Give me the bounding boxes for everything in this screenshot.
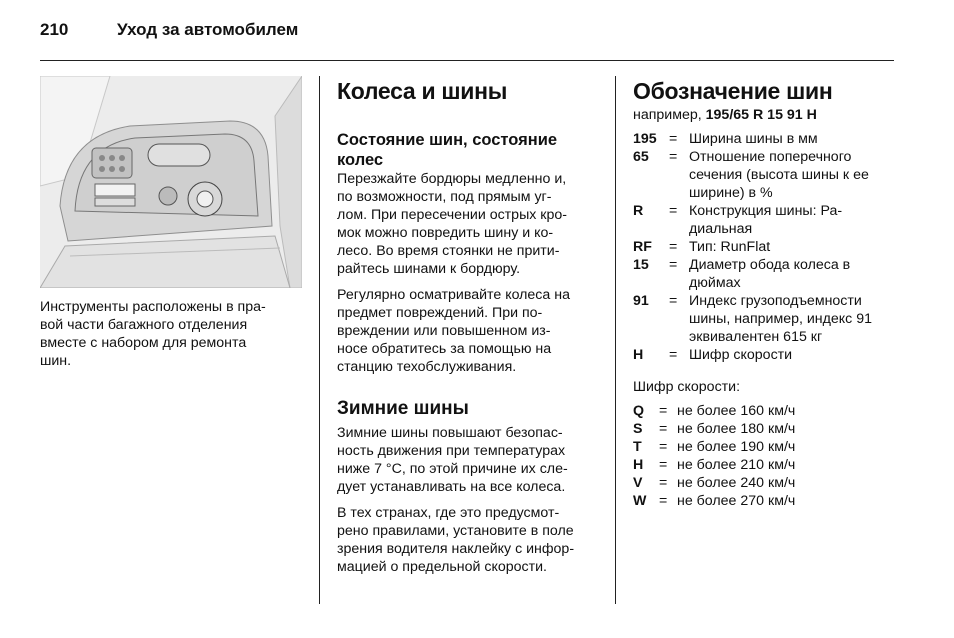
legend-key: R: [633, 203, 644, 219]
text-line: носе обратитесь за помощью на: [337, 341, 552, 357]
speed-key: W: [633, 493, 647, 509]
winter-tires-paragraph-1: [337, 424, 602, 496]
legend-eq: =: [669, 257, 678, 273]
legend-key: H: [633, 347, 644, 363]
speed-key: S: [633, 421, 643, 437]
tire-condition-paragraph-2: [337, 286, 602, 376]
speed-text: не более 240 км/ч: [677, 475, 796, 491]
legend-key: 195: [633, 131, 657, 147]
column-divider-2: [615, 76, 616, 604]
page-number: 210: [40, 20, 69, 39]
legend-text: Диаметр обода колеса в дюймах: [689, 257, 851, 291]
text-line: по возможности, под прямым уг-: [337, 189, 552, 205]
legend-eq: =: [669, 347, 678, 363]
right-column: [633, 76, 895, 510]
tire-designation-heading: Обозначение шин: [633, 78, 833, 104]
speed-eq: =: [659, 403, 668, 419]
speed-eq: =: [659, 457, 668, 473]
header-rule: [40, 60, 894, 61]
legend-eq: =: [669, 149, 678, 165]
speed-key: H: [633, 457, 644, 473]
tire-condition-paragraph-1: [337, 170, 602, 278]
speed-text: не более 210 км/ч: [677, 457, 796, 473]
speed-key: T: [633, 439, 642, 455]
caption-line: шин.: [40, 353, 72, 369]
caption-line: Инструменты расположены в пра-: [40, 299, 266, 315]
legend-key: 91: [633, 293, 649, 309]
speed-text: не более 160 км/ч: [677, 403, 796, 419]
middle-column: [337, 76, 602, 584]
caption-line: вместе с набором для ремонта: [40, 335, 247, 351]
text-line: ниже 7 °C, по этой причине их сле-: [337, 461, 568, 477]
text-line: Регулярно осматривайте колеса на: [337, 287, 570, 303]
text-line: предмет повреждений. При по-: [337, 305, 543, 321]
legend-text: Шифр скорости: [689, 347, 793, 363]
text-line: мацией о предельной скорости.: [337, 559, 547, 575]
legend-key: 15: [633, 257, 649, 273]
column-divider-1: [319, 76, 320, 604]
legend-text: Тип: RunFlat: [689, 239, 771, 255]
text-line: райтесь шинами к бордюру.: [337, 261, 521, 277]
speed-eq: =: [659, 439, 668, 455]
tire-code-legend: [633, 130, 895, 364]
text-line: лом. При пересечении острых кро-: [337, 207, 568, 223]
tire-condition-heading: Состояние шин, состояние колес: [337, 131, 558, 169]
text-line: станцию техобслуживания.: [337, 359, 517, 375]
text-line: ность движения при температурах: [337, 443, 566, 459]
section-title: Уход за автомобилем: [117, 20, 299, 39]
example-prefix: например,: [633, 107, 702, 123]
legend-eq: =: [669, 293, 678, 309]
speed-text: не более 180 км/ч: [677, 421, 796, 437]
speed-text: не более 190 км/ч: [677, 439, 796, 455]
page-header: [40, 20, 299, 40]
legend-text: Конструкция шины: Ра-диальная: [689, 203, 843, 237]
winter-tires-paragraph-2: [337, 504, 602, 576]
wheels-tires-heading: Колеса и шины: [337, 78, 508, 104]
text-line: В тех странах, где это предусмот-: [337, 505, 560, 521]
legend-eq: =: [669, 203, 678, 219]
winter-tires-heading: Зимние шины: [337, 398, 469, 419]
text-line: зрения водителя наклейку с инфор-: [337, 541, 575, 557]
speed-eq: =: [659, 421, 668, 437]
text-line: мок можно повредить шину и ко-: [337, 225, 554, 241]
legend-eq: =: [669, 239, 678, 255]
legend-key: RF: [633, 239, 652, 255]
trunk-tools-illustration: [40, 76, 302, 288]
speed-eq: =: [659, 475, 668, 491]
speed-eq: =: [659, 493, 668, 509]
text-line: вреждении или повышенном из-: [337, 323, 551, 339]
speed-text: не более 270 км/ч: [677, 493, 796, 509]
legend-text: Ширина шины в мм: [689, 131, 818, 147]
text-line: лесо. Во время стоянки не прити-: [337, 243, 560, 259]
speed-key: Q: [633, 403, 645, 419]
legend-text: Отношение поперечного сечения (высота шины к ее ширине) в %: [689, 149, 869, 201]
tire-example: [633, 106, 895, 124]
text-line: рено правилами, установите в поле: [337, 523, 574, 539]
legend-eq: =: [669, 131, 678, 147]
text-line: Зимние шины повышают безопас-: [337, 425, 563, 441]
speed-code-title: Шифр скорости:: [633, 379, 741, 395]
text-line: дует устанавливать на все колеса.: [337, 479, 566, 495]
left-column: [40, 76, 302, 370]
speed-code-list: [633, 402, 895, 510]
legend-key: 65: [633, 149, 649, 165]
text-line: Перезжайте бордюры медленно и,: [337, 171, 567, 187]
caption-line: вой части багажного отделения: [40, 317, 248, 333]
speed-key: V: [633, 475, 643, 491]
legend-text: Индекс грузоподъемности шины, например, индекс 91 эквивалентен 615 кг: [689, 293, 872, 345]
example-value: 195/65 R 15 91 H: [705, 107, 817, 123]
